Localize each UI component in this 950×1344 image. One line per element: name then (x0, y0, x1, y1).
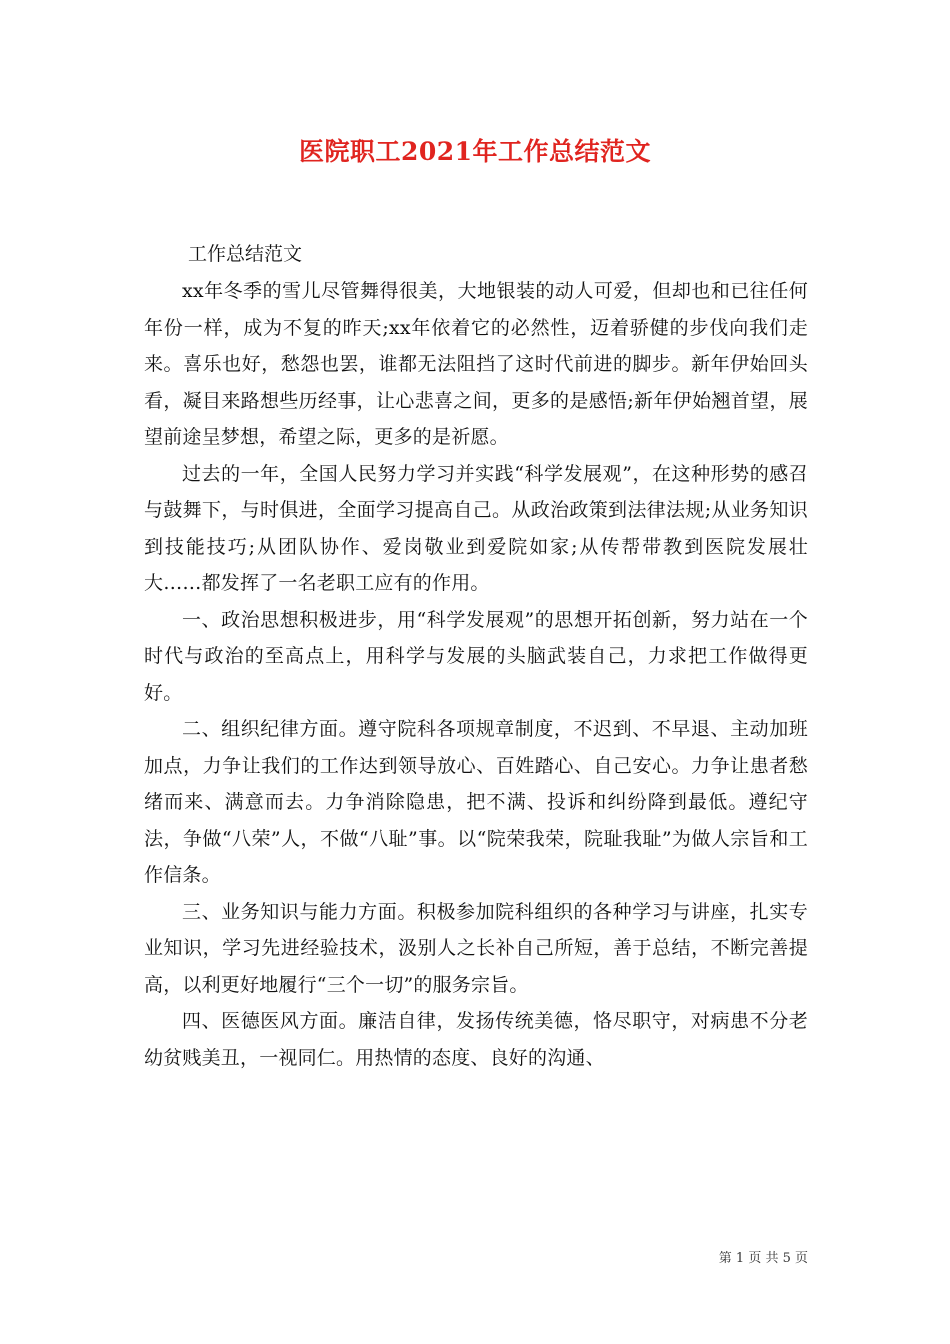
document-body (144, 235, 808, 1076)
section-heading: 工作总结范文 (188, 243, 303, 265)
paragraph-intro: xx年冬季的雪儿尽管舞得很美，大地银装的动人可爱，但却也和已往任何年份一样，成为不复的昨天;xx年依着它的必然性，迈着骄健的步伐向我们走来。喜乐也好，愁怨也罢，谁都无法阻挡了这时代前进的脚步。新年伊始回头看，凝目来路想些历经事，让心悲喜之间，更多的是感悟;新年伊始翘首望，展望前途呈梦想，希望之际，更多的是祈愿。 (144, 280, 808, 448)
page-number: 第 1 页 共 5 页 (718, 1251, 808, 1266)
paragraph-ethics: 四、医德医风方面。廉洁自律，发扬传统美德，恪尽职守，对病患不分老幼贫贱美丑，一视同仁。用热情的态度、良好的沟通、 (144, 1010, 808, 1069)
paragraph-knowledge: 三、业务知识与能力方面。积极参加院科组织的各种学习与讲座，扎实专业知识，学习先进经验技术，汲别人之长补自己所短，善于总结，不断完善提高，以利更好地履行“三个一切”的服务宗旨。 (144, 900, 808, 996)
document-title: 医院职工2021年工作总结范文 (298, 137, 652, 166)
paragraph-discipline: 二、组织纪律方面。遵守院科各项规章制度，不迟到、不早退、主动加班加点，力争让我们的工作达到领导放心、百姓踏心、自己安心。力争让患者愁绪而来、满意而去。力争消除隐患，把不满、投诉和纠纷降到最低。遵纪守法，争做“八荣”人，不做“八耻”事。以“院荣我荣，院耻我耻”为做人宗旨和工作信条。 (144, 718, 808, 886)
paragraph-past-year: 过去的一年，全国人民努力学习并实践“科学发展观”，在这种形势的感召与鼓舞下，与时俱进，全面学习提高自己。从政治政策到法律法规;从业务知识到技能技巧;从团队协作、爱岗敬业到爱院如家;从传帮带教到医院发展壮大……都发挥了一名老职工应有的作用。 (144, 462, 808, 594)
paragraph-political: 一、政治思想积极进步，用“科学发展观”的思想开拓创新，努力站在一个时代与政治的至高点上，用科学与发展的头脑武装自己，力求把工作做得更好。 (144, 608, 808, 704)
